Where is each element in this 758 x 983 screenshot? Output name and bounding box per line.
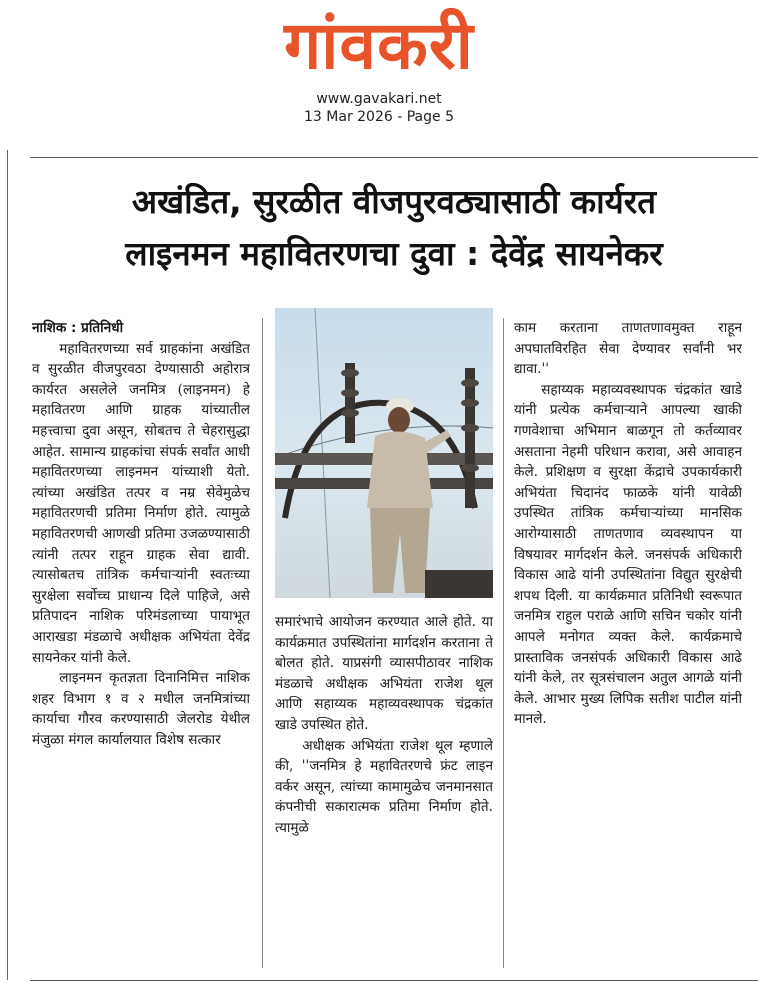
top-divider <box>30 157 758 158</box>
article-column-2 <box>275 612 493 970</box>
paragraph: काम करताना ताणतणावमुक्त राहून अपघातविरहित सेवा देण्यावर सर्वांनी भर द्यावा.'' <box>514 320 742 378</box>
paragraph: अधीक्षक अभियंता राजेश थूल म्हणाले की, ''जनमित्र हे महावितरणचे फ्रंट लाइन वर्कर असून, त्यांच्या कामामुळेच जनमानसात कंपनीची सकारात्मक प्रतिमा निर्माण होते. त्यामुळे <box>275 737 493 836</box>
headline-line-2: लाइनमन महावितरणचा दुवा : देवेंद्र सायनेकर <box>125 234 663 273</box>
byline: नाशिक : प्रतिनिधी <box>32 320 124 336</box>
column-divider <box>503 318 504 968</box>
article-headline <box>30 176 758 280</box>
masthead <box>0 0 758 140</box>
column-divider <box>262 318 263 968</box>
article-column-3 <box>514 318 742 968</box>
paragraph: सहाय्यक महाव्यवस्थापक चंद्रकांत खाडे यांनी प्रत्येक कर्मचाऱ्याने आपल्या खाकी गणवेशाचा अभिमान बाळगून तो कर्तव्यावर असताना नेहमी परिधान करावा, असे आवाहन केले. प्रशिक्षण व सुरक्षा केंद्राचे उपकार्यकारी अभियंता चिदानंद फाळके यांनी यावेळी उपस्थित तांत्रिक कर्मचाऱ्यांच्या मानसिक आरोग्यासाठी ताणतणाव व्यवस्थापन या विषयावर मार्गदर्शन केले. जनसंपर्क अधिकारी विकास आढे यांनी उपस्थितांना विद्युत सुरक्षेची शपथ दिली. या कार्यक्रमात प्रतिनिधी स्वरूपात जनमित्र राहुल पराळे आणि सचिन चकोर यांनी आपले मनोगत व्यक्त केले. कार्यक्रमाचे प्रास्ताविक जनसंपर्क अधिकारी विकास आढे यांनी केले, तर सूत्रसंचालन अतुल आगळे यांनी केले. आभार मुख्य लिपिक सतीश पाटील यांनी मानले. <box>514 381 742 728</box>
paragraph: लाइनमन कृतज्ञता दिनानिमित्त नाशिक शहर विभाग १ व २ मधील जनमित्रांच्या कार्याचा गौरव करण्यासाठी जेलरोड येथील मंजुळा मंगल कार्यालयात विशेष सत्कार <box>32 670 250 748</box>
newspaper-logo: गांवकरी <box>284 7 474 84</box>
bottom-divider <box>30 980 758 981</box>
left-margin-rule <box>7 150 8 980</box>
lineman-on-pole-photo <box>275 308 493 598</box>
dateline: 13 Mar 2026 - Page 5 <box>304 109 454 125</box>
article-column-1 <box>32 318 250 968</box>
paragraph: समारंभाचे आयोजन करण्यात आले होते. या कार्यक्रमात उपस्थितांना मार्गदर्शन करताना ते बोलत होते. याप्रसंगी व्यासपीठावर नाशिक मंडळाचे अधीक्षक अभियंता राजेश थूल आणि सहाय्यक महाव्यवस्थापक चंद्रकांत खाडे उपस्थित होते. <box>275 614 493 733</box>
headline-line-1: अखंडित, सुरळीत वीजपुरवठ्यासाठी कार्यरत <box>131 182 657 221</box>
site-url[interactable]: www.gavakari.net <box>316 91 442 107</box>
paragraph: महावितरणच्या सर्व ग्राहकांना अखंडित व सुरळीत वीजपुरवठा देण्यासाठी अहोरात्र कार्यरत असलेले जनमित्र (लाइनमन) हे महावितरण आणि ग्राहक यांच्यातील महत्त्वाचा दुवा असून, सोबतच ते चेहरासुद्धा आहेत. सामान्य ग्राहकांचा संपर्क सर्वांत आधी महावितरणच्या लाइनमन यांच्याशी येतो. त्यांच्या अखंडित तत्पर व नम्र सेवेमुळेच महावितरणची प्रतिमा निर्माण होते. त्यामुळे महावितरणची आणखी प्रतिमा उजळण्यासाठी त्यांनी तत्पर राहून ग्राहक सेवा द्यावी. त्यासोबतच तांत्रिक कर्मचाऱ्यांनी स्वतःच्या सुरक्षेला सर्वोच्च प्राधान्य दिले पाहिजे, असे प्रतिपादन नाशिक परिमंडलाच्या पायाभूत आराखडा मंडळाचे अधीक्षक अभियंता देवेंद्र सायनेकर यांनी केले. <box>32 340 250 666</box>
